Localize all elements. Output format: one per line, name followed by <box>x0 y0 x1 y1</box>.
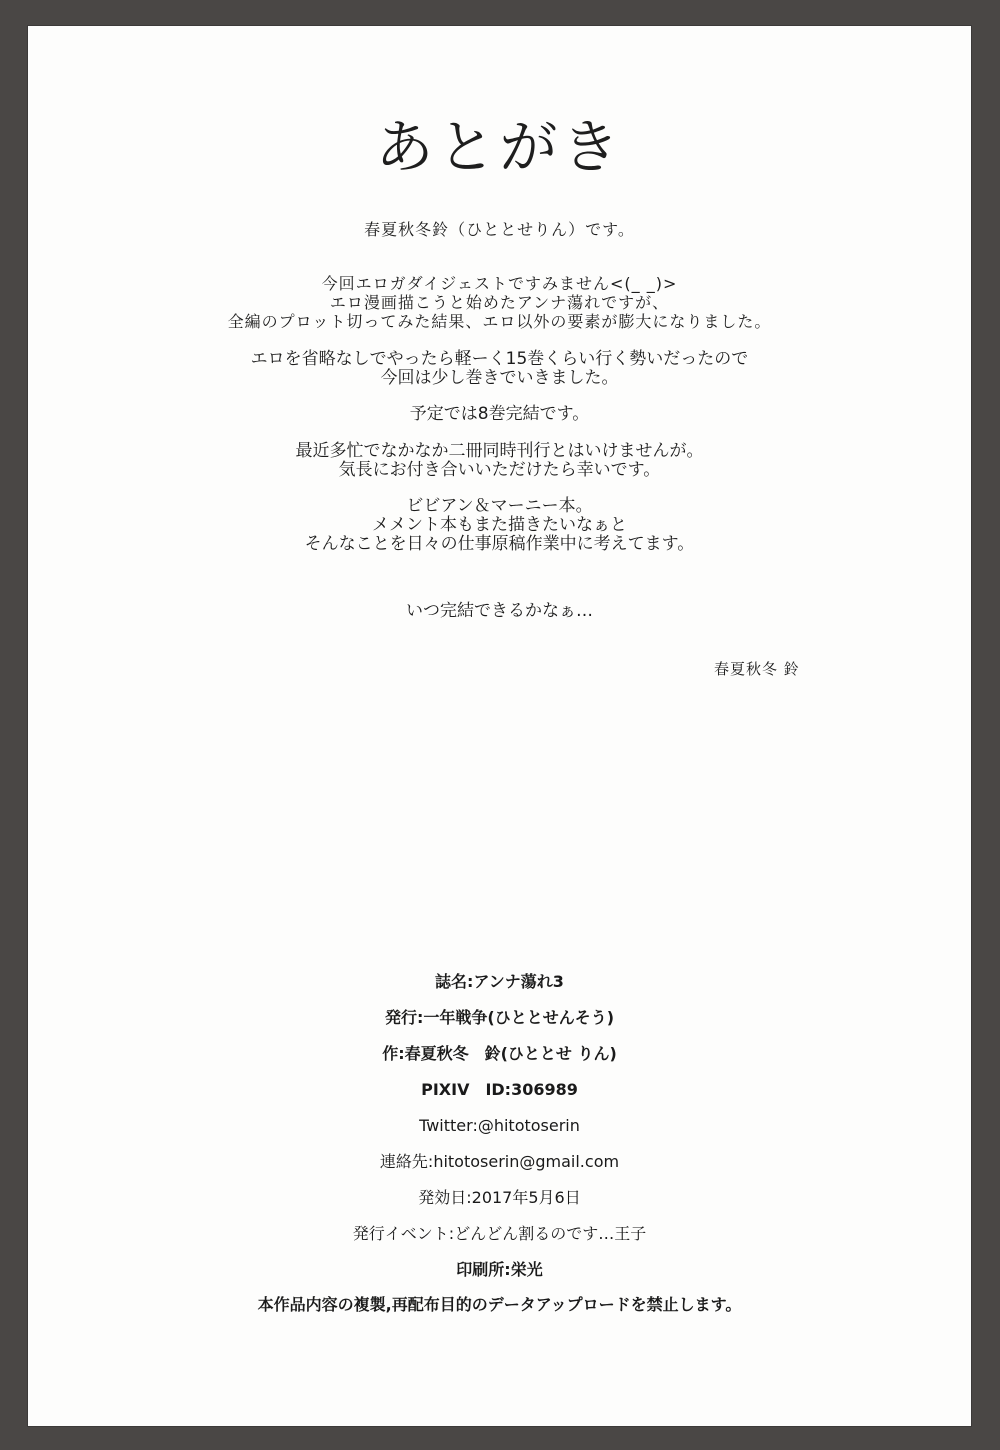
apology-line-2: エロ漫画描こうと始めたアンナ蕩れですが、 <box>329 293 670 312</box>
apology-line-1: 今回エロガダイジェストですみません<(_ _)> <box>321 274 678 293</box>
colophon-notice: 本作品内容の複製,再配布目的のデータアップロードを禁止します。 <box>257 1295 742 1314</box>
paragraph3-line: 予定では8巻完結です。 <box>409 404 590 424</box>
colophon-author: 作:春夏秋冬 鈴(ひととせ りん) <box>382 1044 617 1063</box>
colophon-publisher: 発行:一年戦争(ひととせんそう) <box>384 1008 615 1027</box>
closing-line: いつ完結できるかなぁ… <box>406 601 593 621</box>
colophon-contact: 連絡先:hitotoserin@gmail.com <box>379 1152 620 1171</box>
colophon-event: 発行イベント:どんどん割るのです…王子 <box>352 1224 647 1243</box>
colophon-title: 誌名:アンナ蕩れ3 <box>435 972 564 991</box>
paragraph2-line-1: エロを省略なしでやったら軽ーく15巻くらい行く勢いだったので <box>250 349 749 369</box>
paragraph2-line-2: 今回は少し巻きでいきました。 <box>380 368 619 388</box>
colophon-pixiv: PIXIV ID:306989 <box>421 1080 578 1099</box>
afterword-title: あとがき <box>375 113 624 181</box>
paragraph5-line-1: ビビアン＆マーニー本。 <box>406 496 593 516</box>
greeting-line: 春夏秋冬鈴（ひととせりん）です。 <box>364 220 635 239</box>
apology-line-3: 全編のプロット切ってみた結果、エロ以外の要素が膨大になりました。 <box>227 312 772 331</box>
paragraph5-line-3: そんなことを日々の仕事原稿作業中に考えてます。 <box>304 534 695 554</box>
colophon-twitter: Twitter:@hitotoserin <box>419 1116 580 1135</box>
paragraph5-line-2: メメント本もまた描きたいなぁと <box>372 515 627 535</box>
author-signature: 春夏秋冬 鈴 <box>714 660 800 678</box>
book-page <box>28 26 971 1426</box>
colophon-printer: 印刷所:栄光 <box>456 1260 543 1279</box>
paragraph4-line-1: 最近多忙でなかなか二冊同時刊行とはいけませんが。 <box>295 441 704 461</box>
colophon-date: 発効日:2017年5月6日 <box>418 1188 581 1207</box>
paragraph4-line-2: 気長にお付き合いいただけたら幸いです。 <box>338 460 661 480</box>
